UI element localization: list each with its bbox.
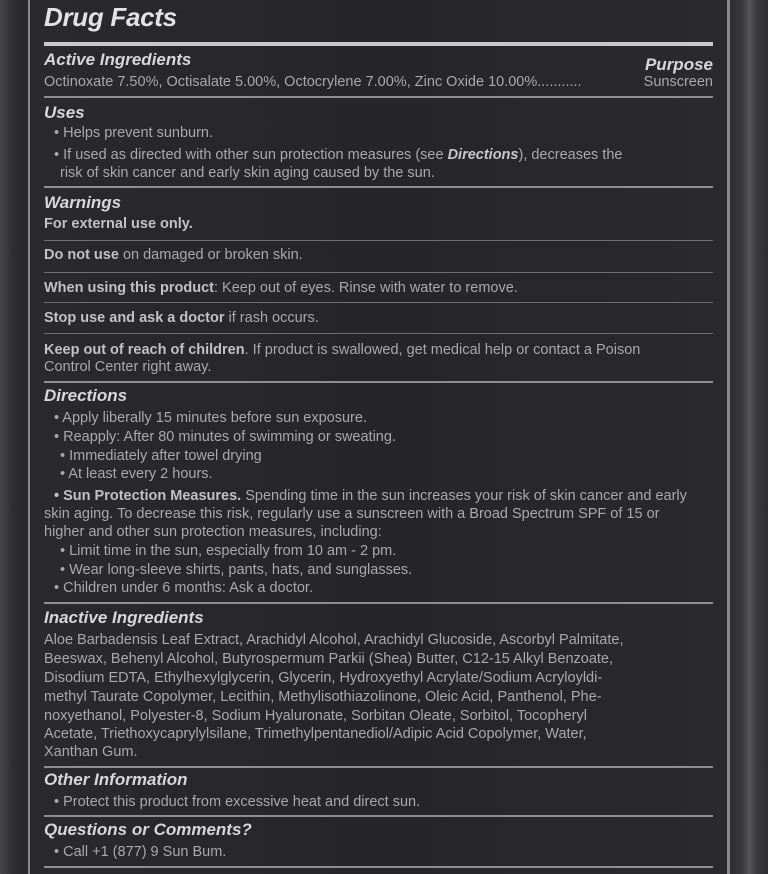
purpose-value: Sunscreen — [643, 74, 713, 90]
divider — [44, 766, 713, 768]
divider — [44, 186, 713, 188]
inactive-ingredients-line: methyl Taurate Copolymer, Lecithin, Methylisothiazolinone, Oleic Acid, Panthenol, Phe- — [44, 689, 602, 705]
drug-facts-title: Drug Facts — [44, 2, 177, 32]
questions-text: • Call +1 (877) 9 Sun Bum. — [54, 844, 227, 860]
warning-stop-use: Stop use and ask a doctor if rash occurs. — [44, 310, 319, 326]
divider — [44, 272, 713, 273]
uses-item: • Helps prevent sunburn. — [54, 125, 214, 141]
divider — [44, 96, 713, 98]
directions-subitem: • Wear long-sleeve shirts, pants, hats, and sunglasses. — [60, 562, 413, 578]
directions-text: skin aging. To decrease this risk, regularly use a sunscreen with a Broad Spectrum SPF of 15 or — [44, 506, 660, 522]
inactive-ingredients-line: noxyethanol, Polyester-8, Sodium Hyaluronate, Sorbitan Oleate, Sorbitol, Tocopheryl — [44, 708, 587, 724]
directions-item: • Apply liberally 15 minutes before sun exposure. — [54, 410, 367, 426]
divider — [44, 381, 713, 383]
left-edge — [0, 0, 14, 874]
directions-subitem: • At least every 2 hours. — [60, 466, 213, 482]
divider — [44, 333, 713, 334]
active-ingredients-list: Octinoxate 7.50%, Octisalate 5.00%, Octocrylene 7.00%, Zinc Oxide 10.00%........... — [44, 74, 582, 90]
divider — [44, 302, 713, 303]
uses-heading: Uses — [44, 103, 85, 122]
purpose-heading: Purpose — [644, 55, 713, 74]
directions-reference: Directions — [447, 147, 519, 163]
divider — [44, 815, 713, 817]
inactive-ingredients-line: Acetate, Triethoxycaprylylsilane, Trimethylpentanediol/Adipic Acid Copolymer, Water, — [44, 726, 587, 742]
warning-keep-out-continued: Control Center right away. — [44, 359, 212, 375]
inactive-ingredients-line: Xanthan Gum. — [44, 744, 138, 760]
warning-keep-out: Keep out of reach of children. If product is swallowed, get medical help or contact a Poison — [44, 342, 641, 358]
sun-protection-measures: • Sun Protection Measures. Spending time in the sun increases your risk of skin cancer and early — [54, 488, 687, 504]
divider — [44, 602, 713, 604]
directions-subitem: • Immediately after towel drying — [60, 448, 262, 464]
directions-item: • Children under 6 months: Ask a doctor. — [54, 580, 313, 596]
right-edge — [726, 0, 768, 874]
inactive-ingredients-line: Beeswax, Behenyl Alcohol, Butyrospermum Parkii (Shea) Butter, C12-15 Alkyl Benzoate, — [44, 651, 614, 667]
divider — [44, 866, 713, 868]
drug-facts-box — [28, 0, 730, 874]
directions-item: • Reapply: After 80 minutes of swimming or sweating. — [54, 429, 396, 445]
inactive-ingredients-line: Disodium EDTA, Ethylhexylglycerin, Glycerin, Hydroxyethyl Acrylate/Sodium Acryloyldi- — [44, 670, 603, 686]
uses-item: • If used as directed with other sun protection measures (see Directions), decreases the — [54, 147, 623, 163]
inactive-ingredients-line: Aloe Barbadensis Leaf Extract, Arachidyl Alcohol, Arachidyl Glucoside, Ascorbyl Palmitate, — [44, 632, 624, 648]
questions-heading: Questions or Comments? — [44, 820, 252, 839]
divider — [44, 42, 713, 46]
uses-item-continued: risk of skin cancer and early skin aging caused by the sun. — [60, 165, 435, 181]
directions-subitem: • Limit time in the sun, especially from 10 am - 2 pm. — [60, 543, 397, 559]
warning-external-use: For external use only. — [44, 216, 193, 232]
warnings-heading: Warnings — [44, 193, 122, 212]
warning-do-not-use: Do not use on damaged or broken skin. — [44, 247, 303, 263]
active-ingredients-heading: Active Ingredients — [44, 50, 192, 69]
other-information-heading: Other Information — [44, 770, 188, 789]
divider — [44, 240, 713, 241]
directions-heading: Directions — [44, 386, 128, 405]
inactive-ingredients-heading: Inactive Ingredients — [44, 608, 204, 627]
other-information-text: • Protect this product from excessive heat and direct sun. — [54, 794, 421, 810]
directions-text: higher and other sun protection measures, including: — [44, 524, 382, 540]
warning-when-using: When using this product: Keep out of eyes. Rinse with water to remove. — [44, 280, 518, 296]
